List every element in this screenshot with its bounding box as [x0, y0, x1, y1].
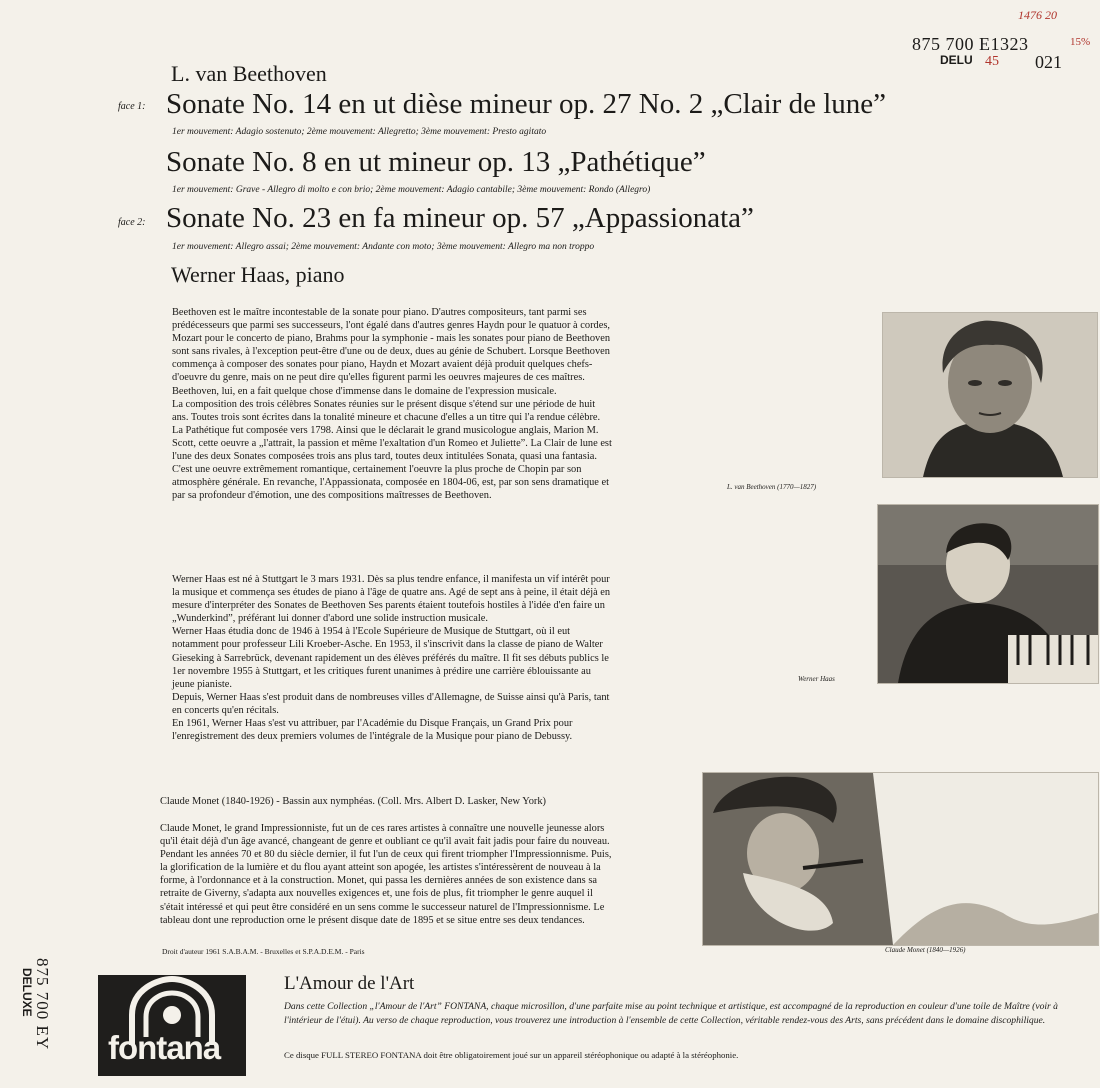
spine-deluxe: DELUXE [20, 968, 34, 1017]
monet-photo [702, 772, 1099, 946]
paragraph: En 1961, Werner Haas s'est vu attribuer, par l'Académie du Disque Français, un Grand Prix pour l'enregistrement des deux premiers volumes de l'intégrale de la Musique pour piano de Debussy. [172, 718, 573, 743]
painting-caption: Claude Monet (1840-1926) - Bassin aux nymphéas. (Coll. Mrs. Albert D. Lasker, New York) [160, 796, 547, 807]
handwritten-note: 1476 20 [1018, 8, 1057, 22]
fontana-wordmark: fontana [108, 1029, 221, 1066]
spine-catalogue-number: 875 700 EY [33, 958, 52, 1051]
spine-code [20, 958, 54, 1080]
sonata-14-movements: 1er mouvement: Adagio sostenuto; 2ème mouvement: Allegretto; 3ème mouvement: Presto agitato [172, 127, 547, 137]
paragraph: Werner Haas est né à Stuttgart le 3 mars 1931. Dès sa plus tendre enfance, il manifesta un vif intérêt pour la musique et commença ses études de piano à l'âge de quatre ans. Agé de sept ans à peine, il était déjà en mesure d'interpréter des Sonates de Beethoven Ses parents étaient toutefois hostiles à l'idée d'en faire un „Wunderkind”, préférant lui donner d'abord une solide instruction musicale. [172, 574, 611, 625]
fontana-logo [98, 975, 246, 1076]
catalogue-number: 875 700 E1323 [912, 34, 1029, 54]
collection-description: Dans cette Collection „l'Amour de l'Art” FONTANA, chaque microsillon, d'une parfaite mise au point technique et artistique, est accompagné de la reproduction en couleur d'une toile de Maître (voir à l'intérieur de l'étui). Au verso de chaque reproduction, vous trouverez une introduction à l'ensemble de cette Collection, véritable rendez-vous des Arts, sans précédent dans le domaine discophilique. [284, 1001, 1058, 1026]
composer-name: L. van Beethoven [171, 61, 327, 86]
sonata-23-movements: 1er mouvement: Allegro assai; 2ème mouvement: Andante con moto; 3ème mouvement: Allegro ma non troppo [172, 242, 595, 252]
performer-name: Werner Haas, piano [171, 262, 345, 287]
paragraph: La composition des trois célèbres Sonates réunies sur le présent disque s'étend sur une période de huit ans. Toutes trois sont écrites dans la tonalité mineure et chacune d'elles a un titre qui l'a rendue célèbre. La Pathétique fut composée vers 1798. Ainsi que le déclarait le grand musicologue anglais, Marion M. Scott, cette oeuvre a „l'attrait, la passion et même l'exaltation d'un Romeo et Juliette”. La Clair de lune est l'une des deux Sonates composées trois ans plus tard, toutes deux intitulées Sonata, quasi una fantasia. C'est une oeuvre extrêmement romantique, certainement l'oeuvre la plus proche de Chopin par son atmosphère générale. En revanche, l'Appassionata, composée en 1804-06, est, par son sens dramatique et par sa profondeur d'émotion, une des compositions maîtresses de Beethoven. [172, 398, 612, 502]
paragraph: Claude Monet, le grand Impressionniste, fut un de ces rares artistes à connaître une nouvelle jeunesse alors qu'il était déjà d'un âge avancé, changeant de genre et oubliant ce qu'il avait fait jadis pour faire du nouveau. Pendant les années 70 et 80 du siècle dernier, il fut l'un de ceux qui firent triompher l'Impressionnisme. Puis, la glorification de la lumière et du flou ayant atteint son apogée, les artistes s'intéressèrent de nouveau à la forme, à l'ordonnance et à la construction. Monet, qui passa les dernières années de son existence dans sa retraite de Giverny, s'adapta aux nouvelles exigences et, une fois de plus, fit triompher le genre auquel il s'était intéressé et qui peut être considéré en un sens comme le successeur naturel de l'Impressionnisme. Le tableau dont une reproduction orne le présent disque date de 1895 et se situe entre ses deux tendances. [160, 823, 612, 926]
beethoven-notes [172, 306, 612, 502]
monet-notes [160, 822, 615, 927]
catalogue-suffix: 021 [1035, 52, 1062, 72]
copyright-line: Droit d'auteur 1961 S.A.B.A.M. - Bruxelles et S.P.A.D.E.M. - Paris [162, 947, 365, 956]
price-stamp: 15% [1070, 36, 1091, 48]
paragraph: Beethoven est le maître incontestable de la sonate pour piano. D'autres compositeurs, tant parmi ses prédécesseurs que parmi ses successeurs, l'ont égalé dans d'autres genres Haydn pour le quatuor à cordes, Mozart pour le concerto de piano, Brahms pour la symphonie - mais les sonates pour piano de Beethoven sont sans rivales, à l'exception peut-être d'une ou de deux, dues au génie de Schubert. Lorsque Beethoven commença à composer des sonates pour piano, Haydn et Mozart avaient déjà produit quelques chefs-d'oeuvre du genre, mais on ne peut dire qu'elles figurent parmi les oeuvres majeures de ces maîtres. Beethoven, lui, en a fait quelque chose d'immense dans le domaine de l'expression musicale. [172, 307, 611, 397]
collection-title: L'Amour de l'Art [284, 973, 415, 994]
beethoven-caption: L. van Beethoven (1770—1827) [727, 483, 817, 491]
paragraph: Werner Haas étudia donc de 1946 à 1954 à l'Ecole Supérieure de Musique de Stuttgart, où il eut notamment pour professeur Lili Kroeber-Asche. En 1953, il s'inscrivit dans la classe de piano de Walter Gieseking à Sarrebrück, devenant rapidement un des élèves préférés du maître. Il fit ses débuts publics le 1er novembre 1955 à Stuttgart, et les critiques furent unanimes à prédire une carrière éblouissante au jeune pianiste. [172, 626, 609, 690]
monet-caption: Claude Monet (1840—1926) [885, 946, 966, 954]
face-2-label: face 2: [118, 217, 146, 228]
stereo-note: Ce disque FULL STEREO FONTANA doit être obligatoirement joué sur un appareil stéréophonique ou adapté à la stéréophonie. [284, 1050, 739, 1060]
paragraph: Depuis, Werner Haas s'est produit dans de nombreuses villes d'Allemagne, de Suisse ainsi qu'à Paris, tant en concerts qu'en récitals. [172, 691, 610, 716]
sonata-23-title: Sonate No. 23 en fa mineur op. 57 „Appassionata” [166, 202, 754, 234]
beethoven-portrait [882, 312, 1098, 478]
sonata-8-movements: 1er mouvement: Grave - Allegro di molto e con brio; 2ème mouvement: Adagio cantabile; 3ème mouvement: Rondo (Allegro) [172, 185, 651, 195]
stamp-45: 45 [985, 54, 999, 69]
sonata-8-title: Sonate No. 8 en ut mineur op. 13 „Pathétique” [166, 146, 706, 178]
sonata-14-title: Sonate No. 14 en ut dièse mineur op. 27 No. 2 „Clair de lune” [166, 88, 887, 120]
haas-biography [172, 573, 612, 743]
haas-photo [877, 504, 1099, 684]
deluxe-label: DELU [940, 53, 973, 67]
haas-caption: Werner Haas [798, 675, 835, 683]
face-1-label: face 1: [118, 101, 146, 112]
